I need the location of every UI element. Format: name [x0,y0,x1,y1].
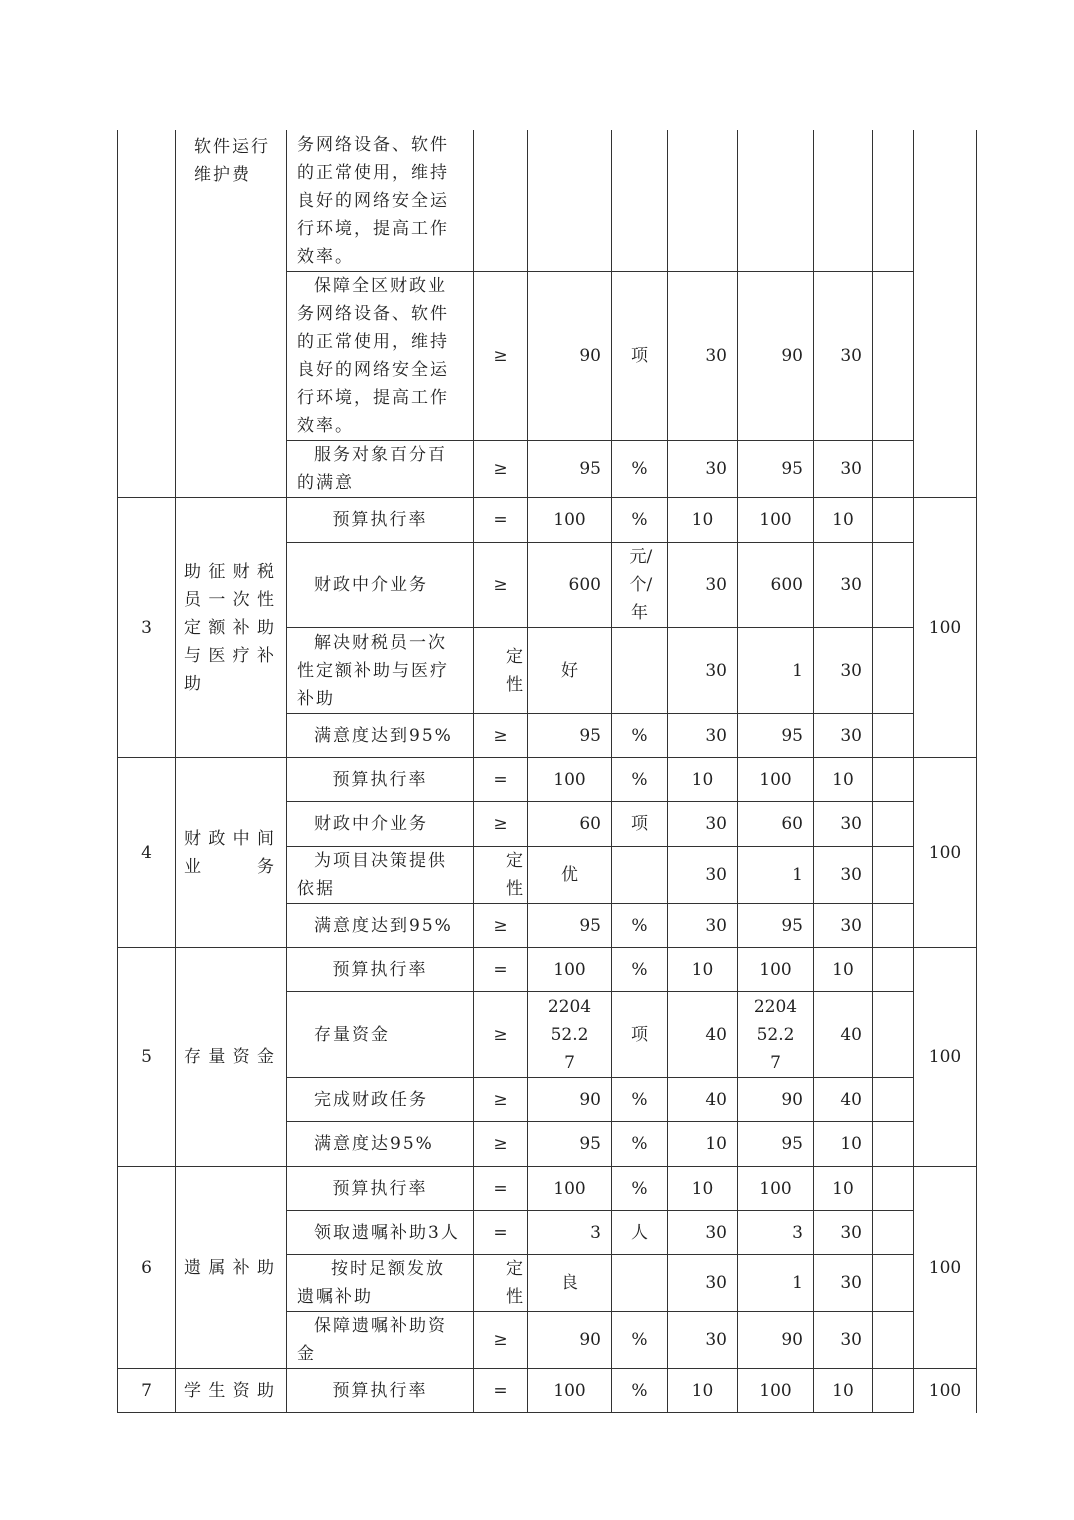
target-cell: 好 [528,628,612,714]
weight-cell: 30 [668,1211,738,1255]
unit-cell: 项 [612,272,668,441]
operator-cell: ≥ [474,1312,528,1369]
unit-cell: % [612,1167,668,1211]
project-name-cell: 学生资助 [176,1369,287,1413]
target-cell: 100 [528,1369,612,1413]
operator-cell: = [474,758,528,802]
target-cell: 95 [528,441,612,498]
weight-cell: 10 [668,1122,738,1167]
actual-cell: 100 [738,1369,814,1413]
table-row [118,1369,977,1413]
indicator-cell: 财政中介业务 [287,543,474,628]
unit-cell: % [612,714,668,758]
weight-cell: 30 [668,272,738,441]
score-cell: 30 [814,1211,873,1255]
project-name-cell: 软件运行维护费 [176,131,287,498]
actual-cell: 90 [738,1078,814,1122]
blank-cell [873,714,914,758]
total-score-cell [914,131,977,498]
actual-cell: 100 [738,948,814,992]
target-cell [528,131,612,272]
blank-cell [873,758,914,802]
indicator-cell: 服务对象百分百的满意 [287,441,474,498]
operator-cell: 定性 [474,1255,528,1312]
operator-cell: = [474,1211,528,1255]
unit-cell [612,131,668,272]
unit-cell: % [612,498,668,543]
indicator-cell: 预算执行率 [287,948,474,992]
actual-cell: 1 [738,847,814,904]
score-cell: 30 [814,847,873,904]
target-cell: 90 [528,272,612,441]
weight-cell: 30 [668,714,738,758]
target-cell: 100 [528,758,612,802]
unit-cell: % [612,1078,668,1122]
operator-cell: ≥ [474,441,528,498]
row-number-cell [118,131,176,498]
project-name-cell: 存量资金 [176,948,287,1167]
target-cell: 3 [528,1211,612,1255]
blank-cell [873,1211,914,1255]
target-cell: 95 [528,1122,612,1167]
weight-cell: 40 [668,1078,738,1122]
total-score-cell: 100 [914,1369,977,1413]
indicator-cell: 保障全区财政业务网络设备、软件的正常使用，维持良好的网络安全运行环境，提高工作效率。 [287,272,474,441]
operator-cell: ≥ [474,802,528,847]
total-score-cell: 100 [914,1167,977,1369]
operator-cell: = [474,1167,528,1211]
score-cell: 30 [814,543,873,628]
weight-cell: 10 [668,498,738,543]
indicator-cell: 预算执行率 [287,498,474,543]
blank-cell [873,1312,914,1369]
total-score-cell: 100 [914,948,977,1167]
weight-cell: 30 [668,441,738,498]
score-cell: 10 [814,948,873,992]
blank-cell [873,628,914,714]
actual-cell: 600 [738,543,814,628]
operator-cell: 定性 [474,628,528,714]
row-number-cell: 6 [118,1167,176,1369]
actual-cell: 3 [738,1211,814,1255]
score-cell [814,131,873,272]
score-cell: 10 [814,1369,873,1413]
unit-cell: 项 [612,992,668,1078]
weight-cell: 30 [668,847,738,904]
blank-cell [873,948,914,992]
table-row [118,948,977,992]
target-cell: 90 [528,1312,612,1369]
operator-cell: ≥ [474,992,528,1078]
score-cell: 30 [814,272,873,441]
project-name-cell: 财政中间业务 [176,758,287,948]
unit-cell: % [612,1369,668,1413]
weight-cell: 10 [668,758,738,802]
project-name-cell: 遗属补助 [176,1167,287,1369]
indicator-cell: 财政中介业务 [287,802,474,847]
indicator-cell: 为项目决策提供依据 [287,847,474,904]
indicator-cell: 预算执行率 [287,1167,474,1211]
indicator-cell: 保障遗嘱补助资金 [287,1312,474,1369]
total-score-cell: 100 [914,498,977,758]
actual-cell: 100 [738,498,814,543]
unit-cell: 元/个/年 [612,543,668,628]
project-name-cell: 助征财税员一次性定额补助与医疗补助 [176,498,287,758]
row-number-cell: 7 [118,1369,176,1413]
weight-cell: 10 [668,1369,738,1413]
score-cell: 10 [814,498,873,543]
actual-cell: 90 [738,272,814,441]
actual-cell: 95 [738,1122,814,1167]
blank-cell [873,847,914,904]
score-cell: 10 [814,1122,873,1167]
target-cell: 优 [528,847,612,904]
row-number-cell: 3 [118,498,176,758]
weight-cell: 30 [668,628,738,714]
score-cell: 30 [814,441,873,498]
blank-cell [873,131,914,272]
blank-cell [873,543,914,628]
score-cell: 30 [814,628,873,714]
actual-cell: 220452.27 [738,992,814,1078]
score-cell: 30 [814,802,873,847]
weight-cell: 10 [668,948,738,992]
unit-cell: % [612,758,668,802]
table-row [118,1167,977,1211]
target-cell: 95 [528,904,612,948]
operator-cell: ≥ [474,904,528,948]
target-cell: 良 [528,1255,612,1312]
blank-cell [873,272,914,441]
actual-cell [738,131,814,272]
indicator-cell: 领取遗嘱补助3人 [287,1211,474,1255]
operator-cell: ≥ [474,714,528,758]
indicator-cell: 完成财政任务 [287,1078,474,1122]
indicator-cell: 预算执行率 [287,758,474,802]
actual-cell: 100 [738,758,814,802]
table-row [118,498,977,543]
operator-cell: 定性 [474,847,528,904]
operator-cell: ≥ [474,272,528,441]
target-cell: 600 [528,543,612,628]
unit-cell: % [612,904,668,948]
unit-cell: 人 [612,1211,668,1255]
actual-cell: 1 [738,628,814,714]
actual-cell: 100 [738,1167,814,1211]
actual-cell: 95 [738,904,814,948]
table-row [118,758,977,802]
blank-cell [873,1369,914,1413]
indicator-cell: 按时足额发放遗嘱补助 [287,1255,474,1312]
weight-cell: 30 [668,904,738,948]
operator-cell: ≥ [474,543,528,628]
unit-cell: % [612,441,668,498]
operator-cell: = [474,498,528,543]
blank-cell [873,1078,914,1122]
indicator-cell: 满意度达到95% [287,714,474,758]
score-cell: 30 [814,904,873,948]
operator-cell: = [474,948,528,992]
operator-cell [474,131,528,272]
indicator-cell: 满意度达95% [287,1122,474,1167]
operator-cell: = [474,1369,528,1413]
target-cell: 100 [528,948,612,992]
unit-cell: % [612,1312,668,1369]
blank-cell [873,498,914,543]
indicator-cell: 存量资金 [287,992,474,1078]
blank-cell [873,802,914,847]
blank-cell [873,1255,914,1312]
indicator-cell: 务网络设备、软件的正常使用，维持良好的网络安全运行环境，提高工作效率。 [287,131,474,272]
target-cell: 90 [528,1078,612,1122]
target-cell: 220452.27 [528,992,612,1078]
actual-cell: 95 [738,714,814,758]
weight-cell: 30 [668,1255,738,1312]
operator-cell: ≥ [474,1122,528,1167]
score-cell: 40 [814,992,873,1078]
blank-cell [873,441,914,498]
score-cell: 40 [814,1078,873,1122]
actual-cell: 1 [738,1255,814,1312]
weight-cell: 30 [668,543,738,628]
unit-cell [612,628,668,714]
operator-cell: ≥ [474,1078,528,1122]
score-cell: 30 [814,1255,873,1312]
target-cell: 100 [528,498,612,543]
total-score-cell: 100 [914,758,977,948]
score-cell: 30 [814,714,873,758]
weight-cell: 30 [668,802,738,847]
score-cell: 30 [814,1312,873,1369]
blank-cell [873,992,914,1078]
blank-cell [873,904,914,948]
unit-cell: % [612,948,668,992]
target-cell: 60 [528,802,612,847]
indicator-cell: 满意度达到95% [287,904,474,948]
blank-cell [873,1167,914,1211]
score-cell: 10 [814,758,873,802]
weight-cell [668,131,738,272]
indicator-cell: 解决财税员一次性定额补助与医疗补助 [287,628,474,714]
unit-cell: 项 [612,802,668,847]
weight-cell: 10 [668,1167,738,1211]
unit-cell: % [612,1122,668,1167]
indicator-cell: 预算执行率 [287,1369,474,1413]
weight-cell: 30 [668,1312,738,1369]
actual-cell: 90 [738,1312,814,1369]
actual-cell: 95 [738,441,814,498]
row-number-cell: 5 [118,948,176,1167]
row-number-cell: 4 [118,758,176,948]
unit-cell [612,847,668,904]
target-cell: 100 [528,1167,612,1211]
unit-cell [612,1255,668,1312]
table-row [118,131,977,272]
score-cell: 10 [814,1167,873,1211]
blank-cell [873,1122,914,1167]
target-cell: 95 [528,714,612,758]
weight-cell: 40 [668,992,738,1078]
performance-table [117,130,977,1413]
actual-cell: 60 [738,802,814,847]
